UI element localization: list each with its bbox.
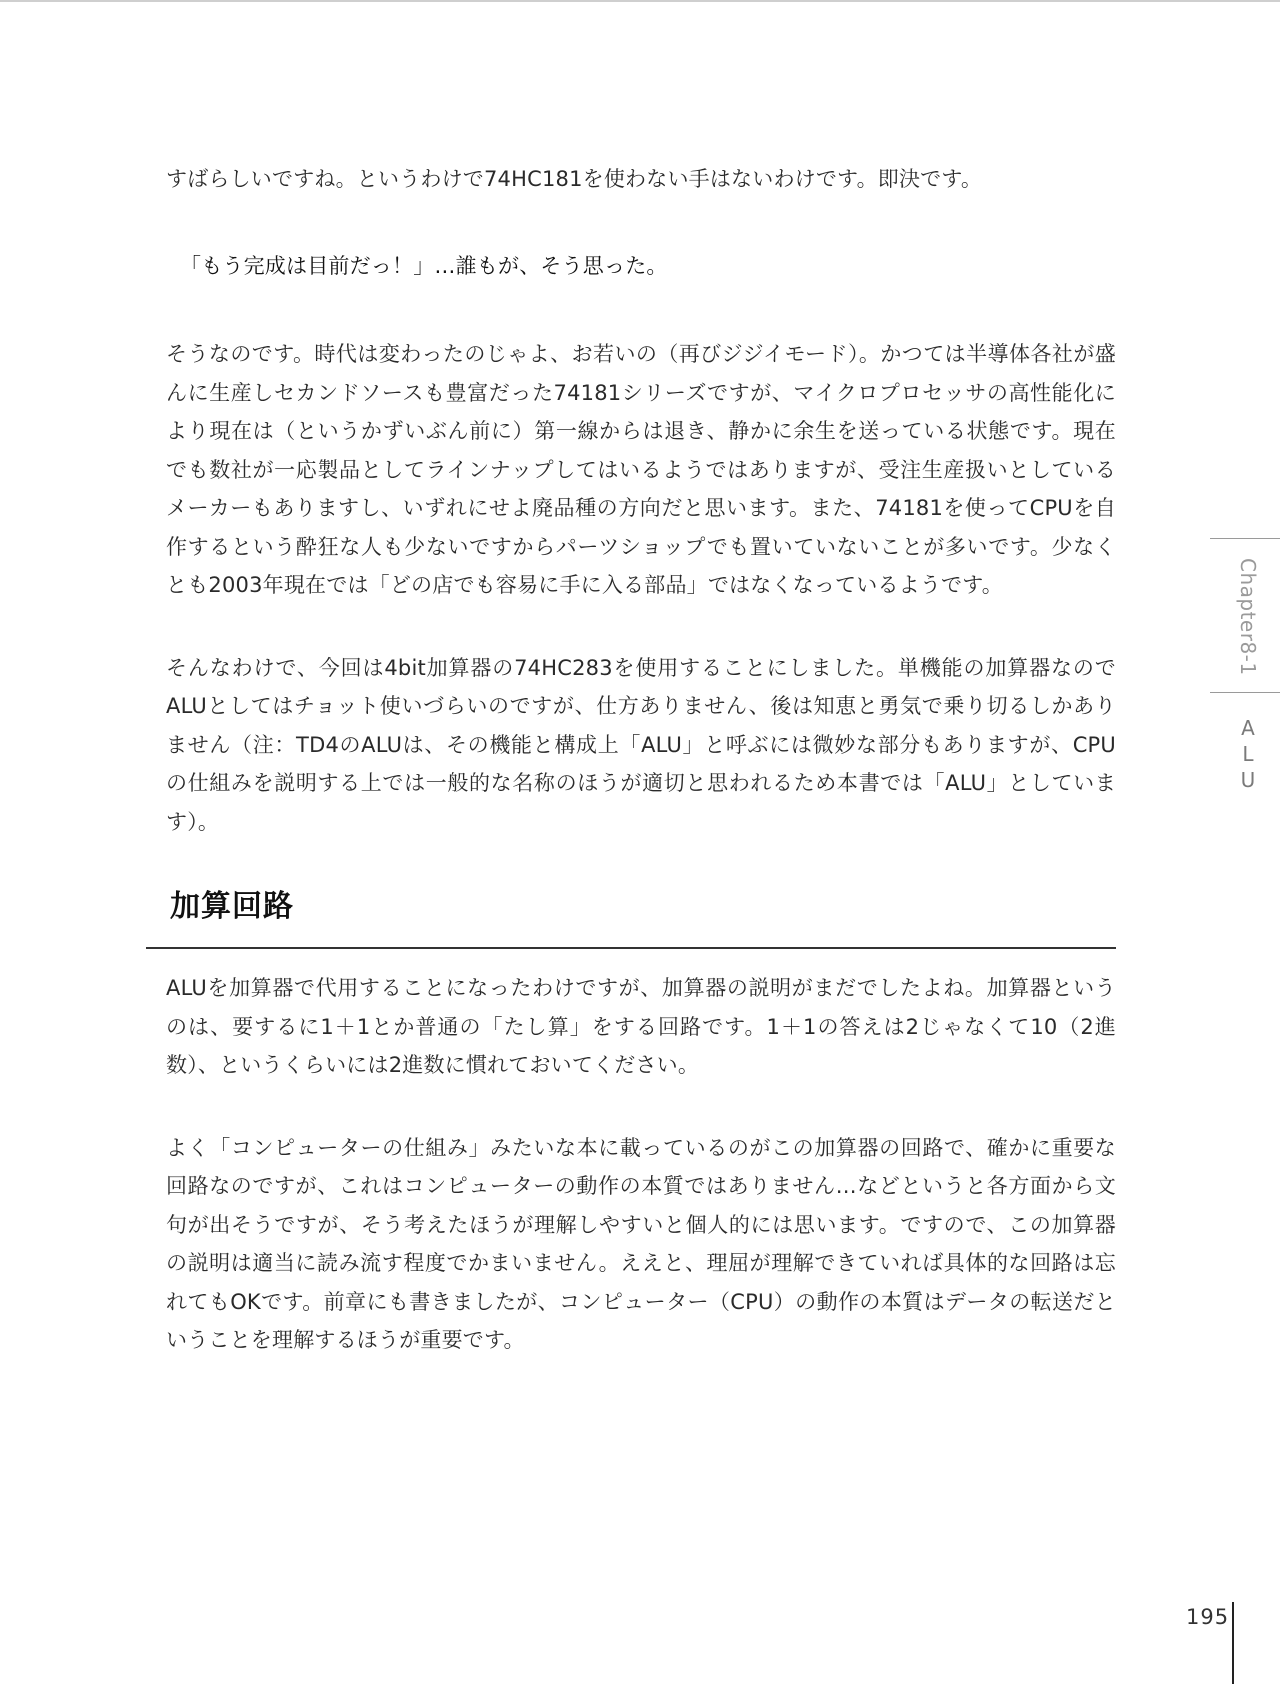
- paragraph-intro: すばらしいですね。というわけで74HC181を使わない手はないわけです。即決です。: [166, 167, 983, 191]
- top-edge-rule: [0, 0, 1280, 2]
- section-divider: [146, 947, 1116, 949]
- paragraph-74hc283-choice: そんなわけで、今回は4bit加算器の74HC283を使用することにしました。単機能の加算器なのでALUとしてはチョット使いづらいのですが、仕方ありません、後は知恵と勇気で乗り切るしかありません（注：TD4のALUは、その機能と構成上「ALU」と呼ぶには微妙な部分もありますが、CPUの仕組みを説明する上では一般的な名称のほうが適切と思われるため本書では「ALU」としています）。: [166, 655, 1116, 834]
- paragraph-quote: 「もう完成は目前だっ！」…誰もが、そう思った。: [180, 253, 668, 278]
- page-number: 195: [1186, 1605, 1230, 1629]
- paragraph-74181-history: そうなのです。時代は変わったのじゃよ、お若いの（再びジジイモード）。かつては半導体各社が盛んに生産しセカンドソースも豊富だった74181シリーズですが、マイクロプロセッサの高性能化により現在は（というかずいぶん前に）第一線からは退き、静かに余生を送っている状態です。現在でも数社が一応製品としてラインナップしてはいるようではありますが、受注生産扱いとしているメーカーもありますし、いずれにせよ廃品種の方向だと思います。また、74181を使ってCPUを自作するという酔狂な人も少ないですからパーツショップでも置いていないことが多いです。少なくとも2003年現在では「どの店でも容易に手に入る部品」ではなくなっているようです。: [166, 342, 1116, 597]
- page-number-bar: [1232, 1602, 1234, 1684]
- side-tab-chapter-label: Chapter8-1: [1236, 558, 1260, 676]
- chapter-side-tab: [1210, 538, 1280, 794]
- side-tab-topic-label: ALU: [1236, 716, 1260, 794]
- paragraph-adder-intro: ALUを加算器で代用することになったわけですが、加算器の説明がまだでしたよね。加算器というのは、要するに1＋1とか普通の「たし算」をする回路です。1＋1の答えは2じゃなくて10（2進数）、というくらいには2進数に慣れておいてください。: [166, 976, 1116, 1077]
- paragraph-adder-essence: よく「コンピューターの仕組み」みたいな本に載っているのがこの加算器の回路で、確かに重要な回路なのですが、これはコンピューターの動作の本質ではありません…などというと各方面から文句が出そうですが、そう考えたほうが理解しやすいと個人的には思います。ですので、この加算器の説明は適当に読み流す程度でかまいません。ええと、理屈が理解できていれば具体的な回路は忘れてもOKです。前章にも書きましたが、コンピューター（CPU）の動作の本質はデータの転送だということを理解するほうが重要です。: [166, 1135, 1116, 1352]
- page-body: [166, 160, 1116, 1360]
- side-tab-middle-rule: [1210, 692, 1280, 693]
- side-tab-top-rule: [1210, 538, 1280, 539]
- section-heading: 加算回路: [170, 889, 294, 924]
